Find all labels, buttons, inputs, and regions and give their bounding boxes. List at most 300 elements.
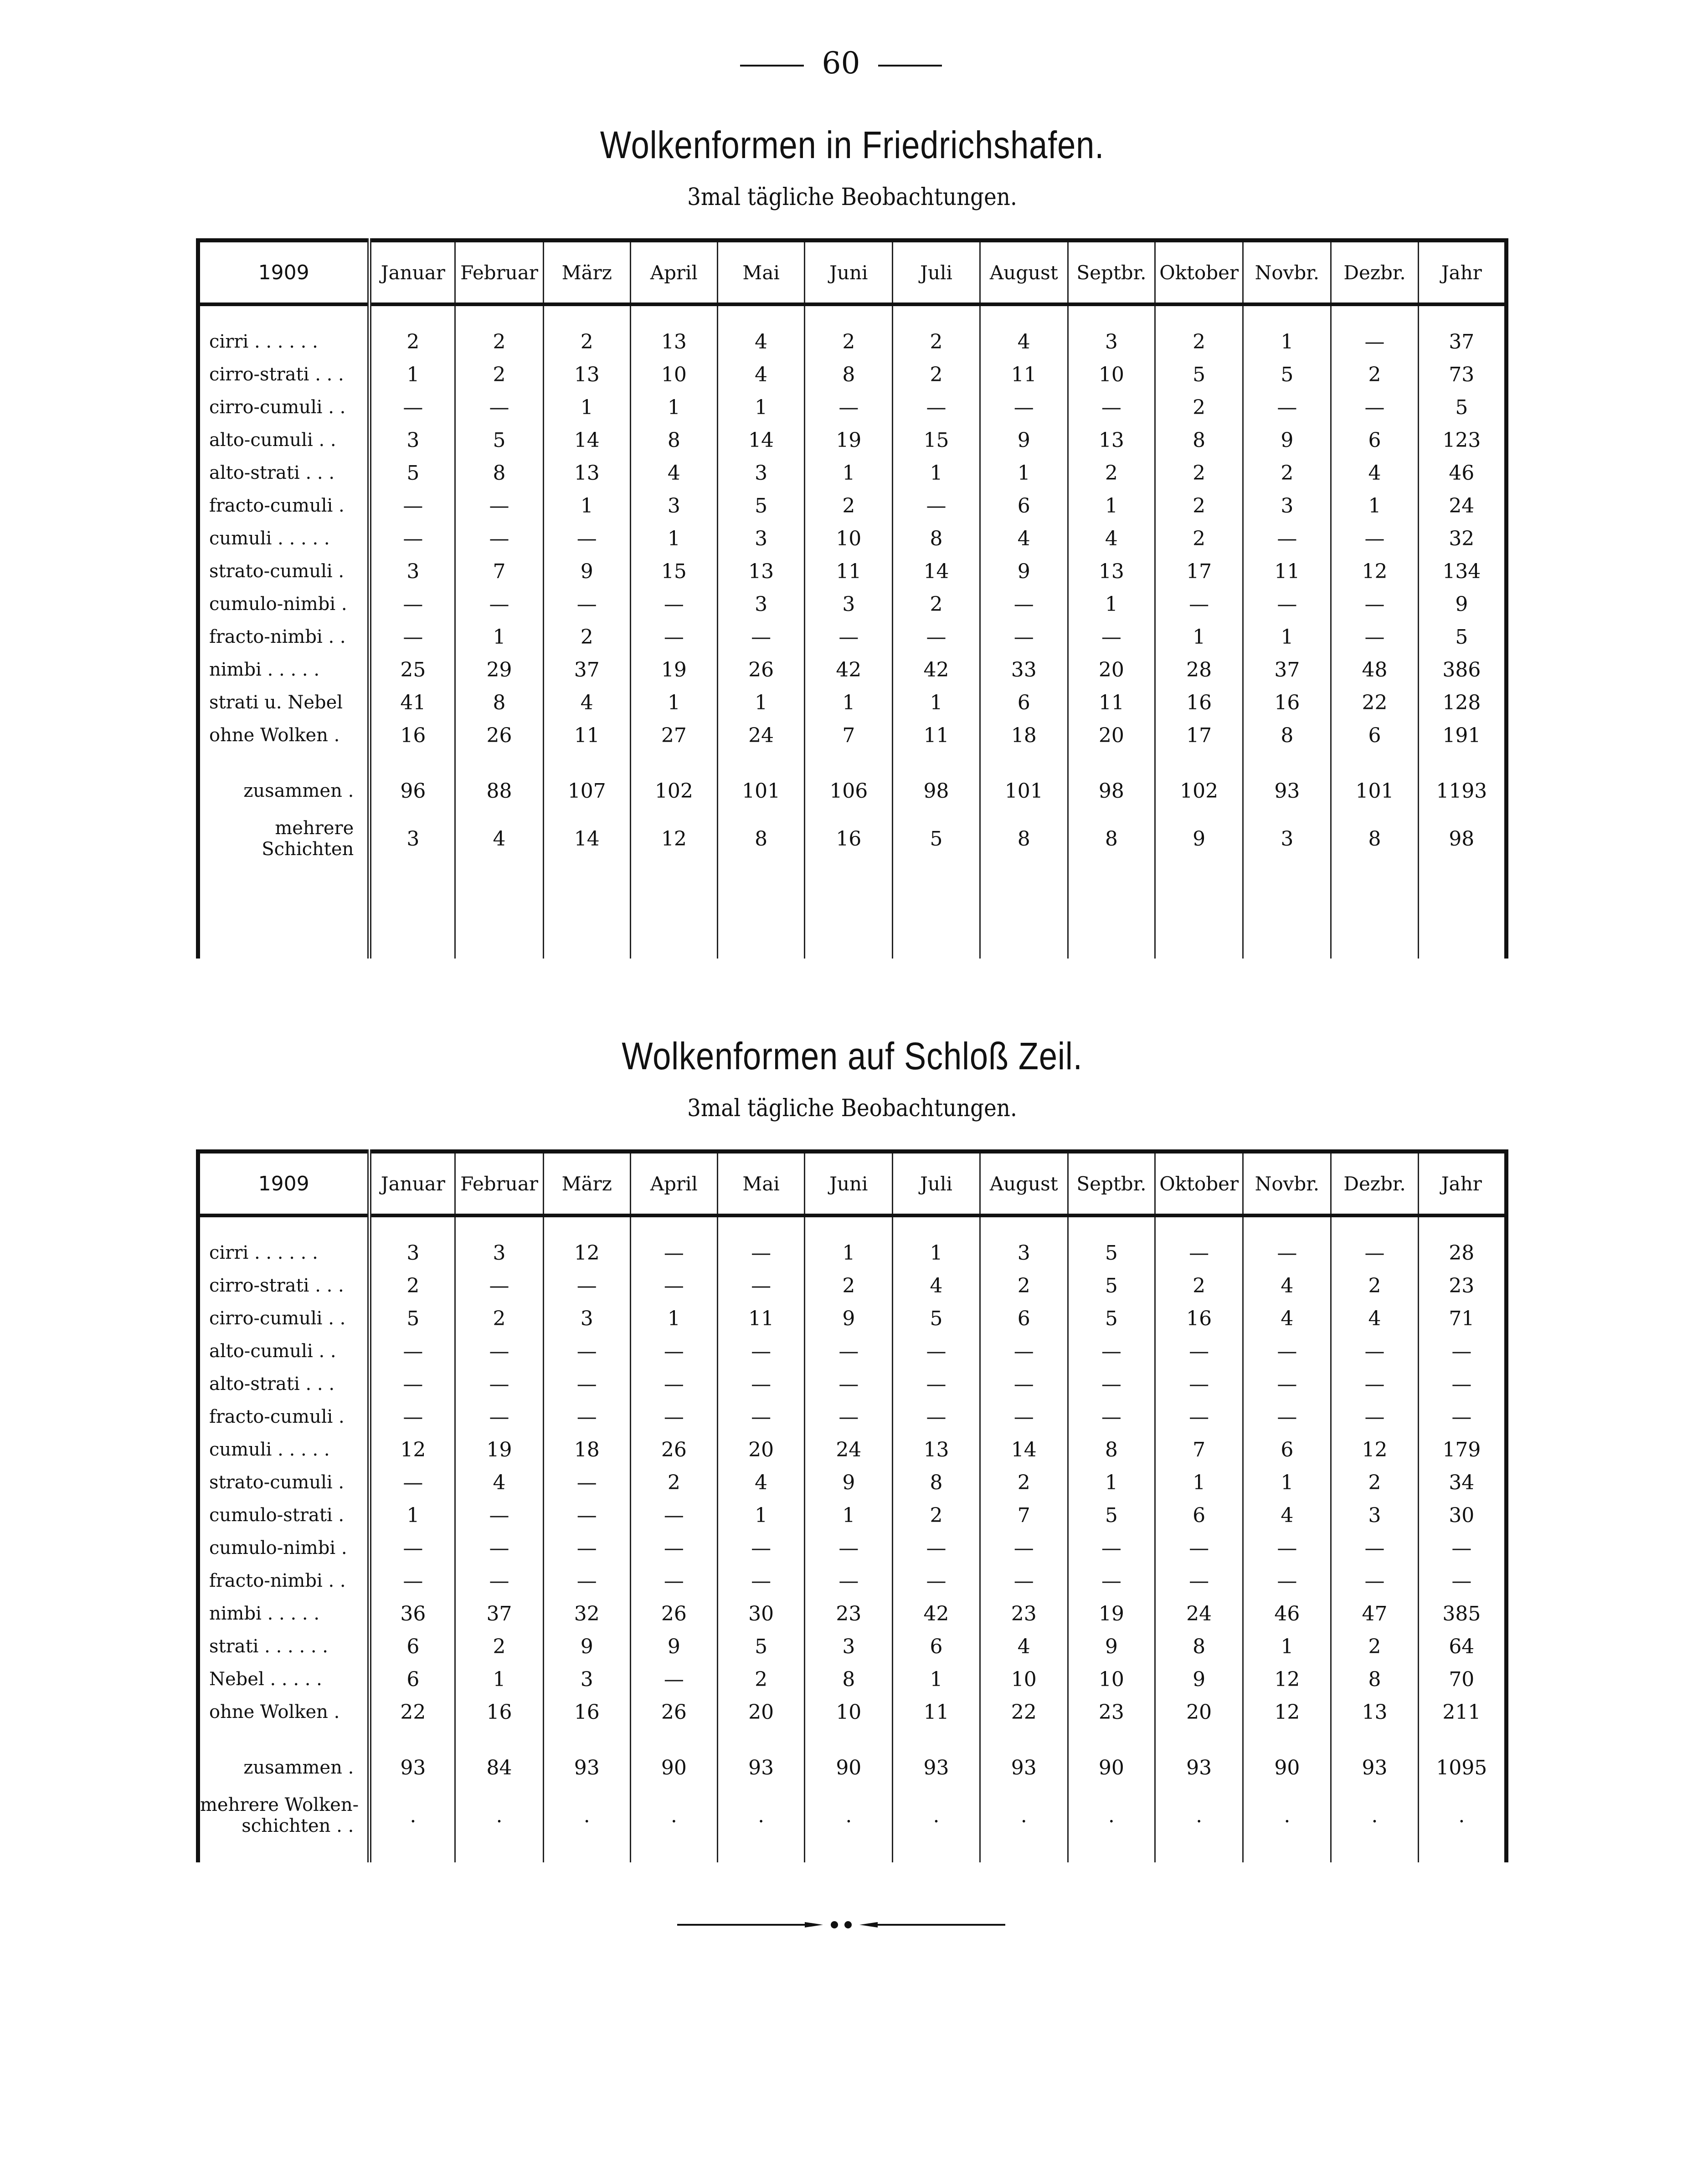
table-cell: — <box>1068 1335 1155 1368</box>
table-cell: — <box>630 1564 717 1597</box>
table-cell: 9 <box>543 1630 630 1663</box>
table-cell: 8 <box>1155 1630 1243 1663</box>
table-cell: 13 <box>630 325 717 358</box>
table-cell: 11 <box>893 1696 980 1728</box>
table-cell: — <box>543 522 630 555</box>
table-cell: 7 <box>1155 1433 1243 1466</box>
multi-cell: 8 <box>1331 811 1418 866</box>
spacer-cell <box>1155 1728 1243 1748</box>
table-cell: 12 <box>1243 1696 1331 1728</box>
sum-cell: 84 <box>455 1748 543 1788</box>
table-cell: 16 <box>370 719 455 752</box>
row-label: cumuli . . . . . <box>198 1433 370 1466</box>
table-cell: 10 <box>630 358 717 391</box>
table-cell: 13 <box>1068 555 1155 588</box>
table-row <box>198 1466 1507 1499</box>
table-cell: 11 <box>1243 555 1331 588</box>
table-cell: — <box>805 1532 893 1564</box>
table-cell: 5 <box>1243 358 1331 391</box>
filler-cell <box>1418 866 1506 959</box>
table-cell: 3 <box>805 1630 893 1663</box>
table-cell: 9 <box>543 555 630 588</box>
table1 <box>196 238 1508 959</box>
table-cell: 23 <box>805 1597 893 1630</box>
multi-cell: 3 <box>1243 811 1331 866</box>
spacer-cell <box>805 752 893 771</box>
table-cell: 32 <box>1418 522 1506 555</box>
table-cell: — <box>630 1663 717 1696</box>
table-row <box>198 1236 1507 1269</box>
table-cell: 1 <box>455 620 543 653</box>
table2-subtitle: 3mal tägliche Beobachtungen. <box>687 1095 1017 1122</box>
multi-cell: 16 <box>805 811 893 866</box>
table-cell: 26 <box>455 719 543 752</box>
table-cell: 3 <box>370 424 455 456</box>
table-cell: 3 <box>718 522 805 555</box>
table-row <box>198 489 1507 522</box>
table-cell: 22 <box>1331 686 1418 719</box>
table-cell: — <box>455 588 543 620</box>
filler-cell <box>1155 1843 1243 1862</box>
table-cell: 4 <box>718 358 805 391</box>
table-cell: — <box>980 1335 1068 1368</box>
table-cell: 37 <box>1418 325 1506 358</box>
multi-cell: . <box>1155 1788 1243 1843</box>
table-cell: 4 <box>718 1466 805 1499</box>
row-label: cirri . . . . . . <box>198 1236 370 1269</box>
table-cell: — <box>455 522 543 555</box>
table-cell: — <box>1243 1400 1331 1433</box>
table-cell: — <box>370 1466 455 1499</box>
filler-cell <box>718 866 805 959</box>
spacer-cell <box>1068 1728 1155 1748</box>
filler-cell <box>980 866 1068 959</box>
table1-title: Wolkenformen in Friedrichshafen. <box>600 123 1105 166</box>
sum-cell: 98 <box>1068 771 1155 811</box>
table-cell: 46 <box>1418 456 1506 489</box>
table-row <box>198 1400 1507 1433</box>
table-cell: 2 <box>980 1269 1068 1302</box>
table-cell: — <box>893 1335 980 1368</box>
table-cell: 2 <box>1155 456 1243 489</box>
spacer-row <box>198 752 1507 771</box>
row-label: alto-cumuli . . <box>198 1335 370 1368</box>
row-label: fracto-nimbi . . <box>198 1564 370 1597</box>
spacer-row <box>198 1215 1507 1236</box>
table-cell: 11 <box>980 358 1068 391</box>
table-row <box>198 588 1507 620</box>
table-cell: — <box>893 1532 980 1564</box>
table-row <box>198 358 1507 391</box>
table-cell: 2 <box>455 1302 543 1335</box>
sum-cell: 93 <box>718 1748 805 1788</box>
table-cell: 4 <box>1243 1302 1331 1335</box>
table-cell: 34 <box>1418 1466 1506 1499</box>
spacer-cell <box>630 752 717 771</box>
filler-cell <box>1331 1843 1418 1862</box>
table-cell: 13 <box>543 358 630 391</box>
table-cell: 1 <box>1155 620 1243 653</box>
table-cell: — <box>718 620 805 653</box>
table-cell: 8 <box>893 522 980 555</box>
table-cell: — <box>1155 1236 1243 1269</box>
table-cell: — <box>1155 588 1243 620</box>
filler-cell <box>455 1843 543 1862</box>
table-cell: 2 <box>455 325 543 358</box>
table-cell: 20 <box>1068 719 1155 752</box>
table-cell: — <box>1331 1564 1418 1597</box>
table-cell: — <box>805 391 893 424</box>
table-cell: 3 <box>543 1302 630 1335</box>
table-cell: 211 <box>1418 1696 1506 1728</box>
spacer-cell <box>1068 304 1155 325</box>
row-label: strato-cumuli . <box>198 1466 370 1499</box>
sum-cell: 1095 <box>1418 1748 1506 1788</box>
table-cell: 16 <box>455 1696 543 1728</box>
table-cell: 22 <box>980 1696 1068 1728</box>
table-cell: 15 <box>893 424 980 456</box>
page-number: 60 <box>822 46 860 81</box>
table-cell: — <box>630 1269 717 1302</box>
table-cell: — <box>1068 1564 1155 1597</box>
table-row <box>198 325 1507 358</box>
table-cell: 6 <box>980 686 1068 719</box>
table-cell: 26 <box>630 1433 717 1466</box>
month-header: April <box>630 1152 717 1216</box>
multi-label <box>198 1788 370 1843</box>
table-cell: — <box>370 489 455 522</box>
table-cell: 4 <box>1331 456 1418 489</box>
spacer-cell <box>370 1215 455 1236</box>
table-cell: 8 <box>805 358 893 391</box>
table-cell: 29 <box>455 653 543 686</box>
multi-cell: 8 <box>980 811 1068 866</box>
table-cell: — <box>1418 1532 1506 1564</box>
month-header: Juli <box>893 1152 980 1216</box>
table-cell: 3 <box>543 1663 630 1696</box>
table-cell: 16 <box>1243 686 1331 719</box>
table-cell: 6 <box>1155 1499 1243 1532</box>
month-header: Juni <box>805 1152 893 1216</box>
table-cell: — <box>980 1368 1068 1400</box>
table-cell: 2 <box>1331 358 1418 391</box>
spacer-cell <box>543 304 630 325</box>
table-cell: 6 <box>370 1663 455 1696</box>
table-cell: 6 <box>1331 719 1418 752</box>
table-cell: 42 <box>805 653 893 686</box>
spacer-cell <box>1155 752 1243 771</box>
table-cell: 2 <box>1331 1466 1418 1499</box>
filler-row <box>198 1843 1507 1862</box>
table-cell: 4 <box>893 1269 980 1302</box>
table-cell: — <box>718 1368 805 1400</box>
table1-header-row <box>198 241 1507 305</box>
table-cell: 6 <box>1243 1433 1331 1466</box>
table-cell: 5 <box>1068 1236 1155 1269</box>
table-cell: 18 <box>543 1433 630 1466</box>
table-cell: 73 <box>1418 358 1506 391</box>
sum-cell: 101 <box>1331 771 1418 811</box>
row-label: strati u. Nebel <box>198 686 370 719</box>
table-cell: — <box>1243 391 1331 424</box>
row-label: cumuli . . . . . <box>198 522 370 555</box>
table-cell: — <box>455 1532 543 1564</box>
table-cell: — <box>718 1335 805 1368</box>
spacer-cell <box>543 752 630 771</box>
table-cell: 27 <box>630 719 717 752</box>
sum-label: zusammen . <box>198 1748 370 1788</box>
multi-label-line2: Schichten <box>262 839 354 860</box>
multi-cell: . <box>1243 1788 1331 1843</box>
multi-cell: . <box>630 1788 717 1843</box>
section-schloss-zeil <box>196 1034 1508 1862</box>
table-cell: 9 <box>980 424 1068 456</box>
table-row <box>198 1663 1507 1696</box>
table-cell: 191 <box>1418 719 1506 752</box>
row-label: alto-strati . . . <box>198 456 370 489</box>
spacer-cell <box>543 1215 630 1236</box>
table-cell: 24 <box>718 719 805 752</box>
multi-label-line1: mehrere Wolken- <box>200 1794 359 1815</box>
table-cell: — <box>370 588 455 620</box>
table-cell: 1 <box>630 522 717 555</box>
table-cell: 1 <box>630 1302 717 1335</box>
spacer-cell <box>980 1728 1068 1748</box>
table-cell: — <box>893 1368 980 1400</box>
table-row <box>198 1564 1507 1597</box>
end-ornament <box>0 1916 1682 1936</box>
table-cell: — <box>543 588 630 620</box>
spacer-cell <box>805 304 893 325</box>
table2 <box>196 1149 1508 1862</box>
filler-cell <box>805 866 893 959</box>
month-header: Dezbr. <box>1331 241 1418 305</box>
table-cell: — <box>370 620 455 653</box>
table-cell: 12 <box>1243 1663 1331 1696</box>
table-cell: 1 <box>543 489 630 522</box>
table-cell: — <box>630 1368 717 1400</box>
table-cell: 24 <box>1155 1597 1243 1630</box>
filler-row <box>198 866 1507 959</box>
table-cell: 3 <box>1331 1499 1418 1532</box>
table-cell: 1 <box>805 456 893 489</box>
table-cell: 8 <box>1068 1433 1155 1466</box>
spacer-cell <box>1418 752 1506 771</box>
table-cell: 9 <box>630 1630 717 1663</box>
table-cell: 16 <box>1155 686 1243 719</box>
table-cell: — <box>455 1335 543 1368</box>
sum-cell: 96 <box>370 771 455 811</box>
table-cell: 2 <box>805 489 893 522</box>
row-label: alto-cumuli . . <box>198 424 370 456</box>
table-cell: 14 <box>718 424 805 456</box>
table-cell: 2 <box>893 325 980 358</box>
table-cell: — <box>1155 1400 1243 1433</box>
filler-cell <box>198 1843 370 1862</box>
table-cell: 20 <box>1155 1696 1243 1728</box>
table-cell: — <box>1418 1400 1506 1433</box>
row-label: cumulo-nimbi . <box>198 1532 370 1564</box>
sum-cell: 93 <box>543 1748 630 1788</box>
spacer-row <box>198 304 1507 325</box>
table-cell: — <box>543 1335 630 1368</box>
table-cell: 1 <box>893 686 980 719</box>
table-cell: 6 <box>370 1630 455 1663</box>
table-cell: 1 <box>893 456 980 489</box>
table-cell: 5 <box>1418 620 1506 653</box>
table-row <box>198 522 1507 555</box>
table-cell: 46 <box>1243 1597 1331 1630</box>
table-row <box>198 1597 1507 1630</box>
table-cell: — <box>1243 1368 1331 1400</box>
filler-cell <box>980 1843 1068 1862</box>
filler-cell <box>1331 866 1418 959</box>
table-cell: 1 <box>370 1499 455 1532</box>
table-cell: 13 <box>1331 1696 1418 1728</box>
table-cell: — <box>455 1400 543 1433</box>
table-cell: 7 <box>980 1499 1068 1532</box>
multi-cell: . <box>1331 1788 1418 1843</box>
sum-cell: 101 <box>980 771 1068 811</box>
table-cell: 4 <box>980 522 1068 555</box>
multi-cell: . <box>718 1788 805 1843</box>
table-cell: 22 <box>370 1696 455 1728</box>
table-cell: — <box>455 489 543 522</box>
sum-cell: 106 <box>805 771 893 811</box>
table-cell: — <box>1243 1564 1331 1597</box>
table-cell: — <box>455 1564 543 1597</box>
table-cell: 8 <box>805 1663 893 1696</box>
filler-cell <box>1243 1843 1331 1862</box>
table-cell: 1 <box>370 358 455 391</box>
table-row <box>198 555 1507 588</box>
table-cell: 5 <box>1068 1269 1155 1302</box>
table-cell: 4 <box>980 1630 1068 1663</box>
spacer-cell <box>198 304 370 325</box>
month-header: Februar <box>455 241 543 305</box>
sum-cell: 93 <box>893 1748 980 1788</box>
table-cell: 6 <box>893 1630 980 1663</box>
month-header: Dezbr. <box>1331 1152 1418 1216</box>
table-cell: 20 <box>1068 653 1155 686</box>
multi-layer-row <box>198 1788 1507 1843</box>
table-cell: — <box>1155 1532 1243 1564</box>
table-cell: — <box>1068 391 1155 424</box>
table-cell: 20 <box>718 1433 805 1466</box>
filler-cell <box>630 866 717 959</box>
table-cell: 10 <box>1068 1663 1155 1696</box>
sum-cell: 90 <box>1068 1748 1155 1788</box>
row-label: ohne Wolken . <box>198 719 370 752</box>
sum-cell: 98 <box>893 771 980 811</box>
table-cell: — <box>630 1400 717 1433</box>
row-label: fracto-cumuli . <box>198 1400 370 1433</box>
spacer-cell <box>1243 752 1331 771</box>
month-header: Mai <box>718 1152 805 1216</box>
sum-cell: 90 <box>630 1748 717 1788</box>
table-cell: 12 <box>1331 555 1418 588</box>
table-cell: — <box>455 391 543 424</box>
table-cell: 10 <box>805 522 893 555</box>
table-cell: 6 <box>1331 424 1418 456</box>
row-label: cirri . . . . . . <box>198 325 370 358</box>
table-cell: 7 <box>805 719 893 752</box>
table-cell: 2 <box>718 1663 805 1696</box>
month-header: Oktober <box>1155 1152 1243 1216</box>
table-cell: 11 <box>543 719 630 752</box>
table-cell: — <box>718 1564 805 1597</box>
table-cell: 8 <box>455 456 543 489</box>
table-cell: — <box>455 1269 543 1302</box>
table-cell: — <box>718 1532 805 1564</box>
row-label: Nebel . . . . . <box>198 1663 370 1696</box>
month-header: März <box>543 1152 630 1216</box>
spacer-cell <box>455 752 543 771</box>
table-row <box>198 686 1507 719</box>
table-cell: 37 <box>543 653 630 686</box>
table-cell: — <box>1155 1335 1243 1368</box>
row-label: cumulo-strati . <box>198 1499 370 1532</box>
table-cell: 6 <box>980 489 1068 522</box>
row-label: alto-strati . . . <box>198 1368 370 1400</box>
table-cell: 2 <box>1155 325 1243 358</box>
month-header: Januar <box>370 241 455 305</box>
table-cell: 5 <box>718 1630 805 1663</box>
multi-label-line1: mehrere <box>275 818 354 839</box>
table-cell: 1 <box>1068 588 1155 620</box>
table-cell: 11 <box>718 1302 805 1335</box>
multi-cell: . <box>805 1788 893 1843</box>
table-cell: 2 <box>543 325 630 358</box>
table-cell: 11 <box>1068 686 1155 719</box>
table-cell: — <box>980 620 1068 653</box>
filler-cell <box>893 1843 980 1862</box>
spacer-cell <box>198 752 370 771</box>
spacer-cell <box>1243 1215 1331 1236</box>
table-cell: — <box>718 1269 805 1302</box>
spacer-cell <box>455 1215 543 1236</box>
table-cell: 28 <box>1418 1236 1506 1269</box>
table2-title: Wolkenformen auf Schloß Zeil. <box>622 1035 1083 1077</box>
spacer-cell <box>893 1728 980 1748</box>
table-cell: 1 <box>1243 325 1331 358</box>
table-cell: 1 <box>543 391 630 424</box>
spacer-cell <box>370 752 455 771</box>
multi-cell: . <box>980 1788 1068 1843</box>
table-cell: — <box>980 1532 1068 1564</box>
table-cell: — <box>1068 620 1155 653</box>
table-cell: — <box>1331 1400 1418 1433</box>
multi-cell: 8 <box>1068 811 1155 866</box>
multi-cell: 4 <box>455 811 543 866</box>
month-header: Juli <box>893 241 980 305</box>
table-cell: 1 <box>630 391 717 424</box>
table-cell: 2 <box>630 1466 717 1499</box>
table-cell: 4 <box>630 456 717 489</box>
sum-cell: 1193 <box>1418 771 1506 811</box>
table-cell: 28 <box>1155 653 1243 686</box>
table-cell: 3 <box>980 1236 1068 1269</box>
table-cell: — <box>980 391 1068 424</box>
table-cell: — <box>370 1400 455 1433</box>
month-header: August <box>980 1152 1068 1216</box>
table-cell: 25 <box>370 653 455 686</box>
table-row <box>198 1269 1507 1302</box>
sum-row <box>198 1748 1507 1788</box>
table-cell: 13 <box>893 1433 980 1466</box>
ornament-icon <box>677 1916 1005 1934</box>
table-cell: — <box>805 1564 893 1597</box>
